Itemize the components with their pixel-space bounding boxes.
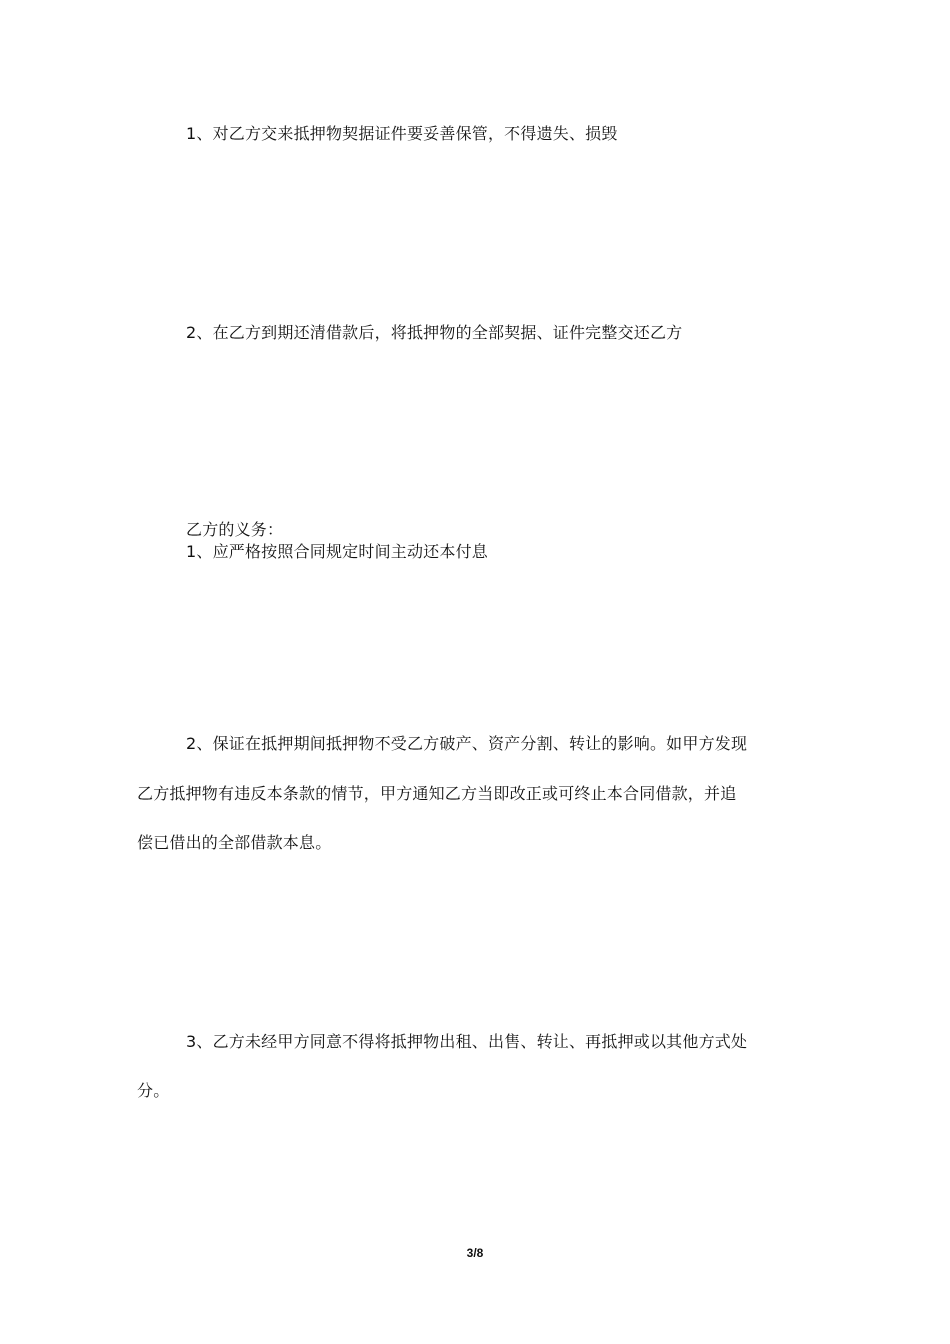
page-number: 3/8 <box>466 1246 484 1260</box>
party-a-duty-1: 1、对乙方交来抵押物契据证件要妥善保管，不得遗失、损毁 <box>186 124 618 143</box>
party-b-duty-1: 1、应严格按照合同规定时间主动还本付息 <box>186 542 488 561</box>
party-b-duty-3-line: 3、乙方未经甲方同意不得将抵押物出租、出售、转让、再抵押或以其他方式处 <box>186 1032 748 1051</box>
party-b-duty-3-line: 分。 <box>137 1081 170 1100</box>
party-b-duty-2-line: 偿已借出的全部借款本息。 <box>137 833 332 852</box>
party-b-duty-2-line: 乙方抵押物有违反本条款的情节，甲方通知乙方当即改正或可终止本合同借款，并追 <box>137 784 737 803</box>
party-b-duty-2-line: 2、保证在抵押期间抵押物不受乙方破产、资产分割、转让的影响。如甲方发现 <box>186 734 748 753</box>
party-a-duty-2: 2、在乙方到期还清借款后，将抵押物的全部契据、证件完整交还乙方 <box>186 323 683 342</box>
party-b-heading: 乙方的义务： <box>186 520 284 539</box>
